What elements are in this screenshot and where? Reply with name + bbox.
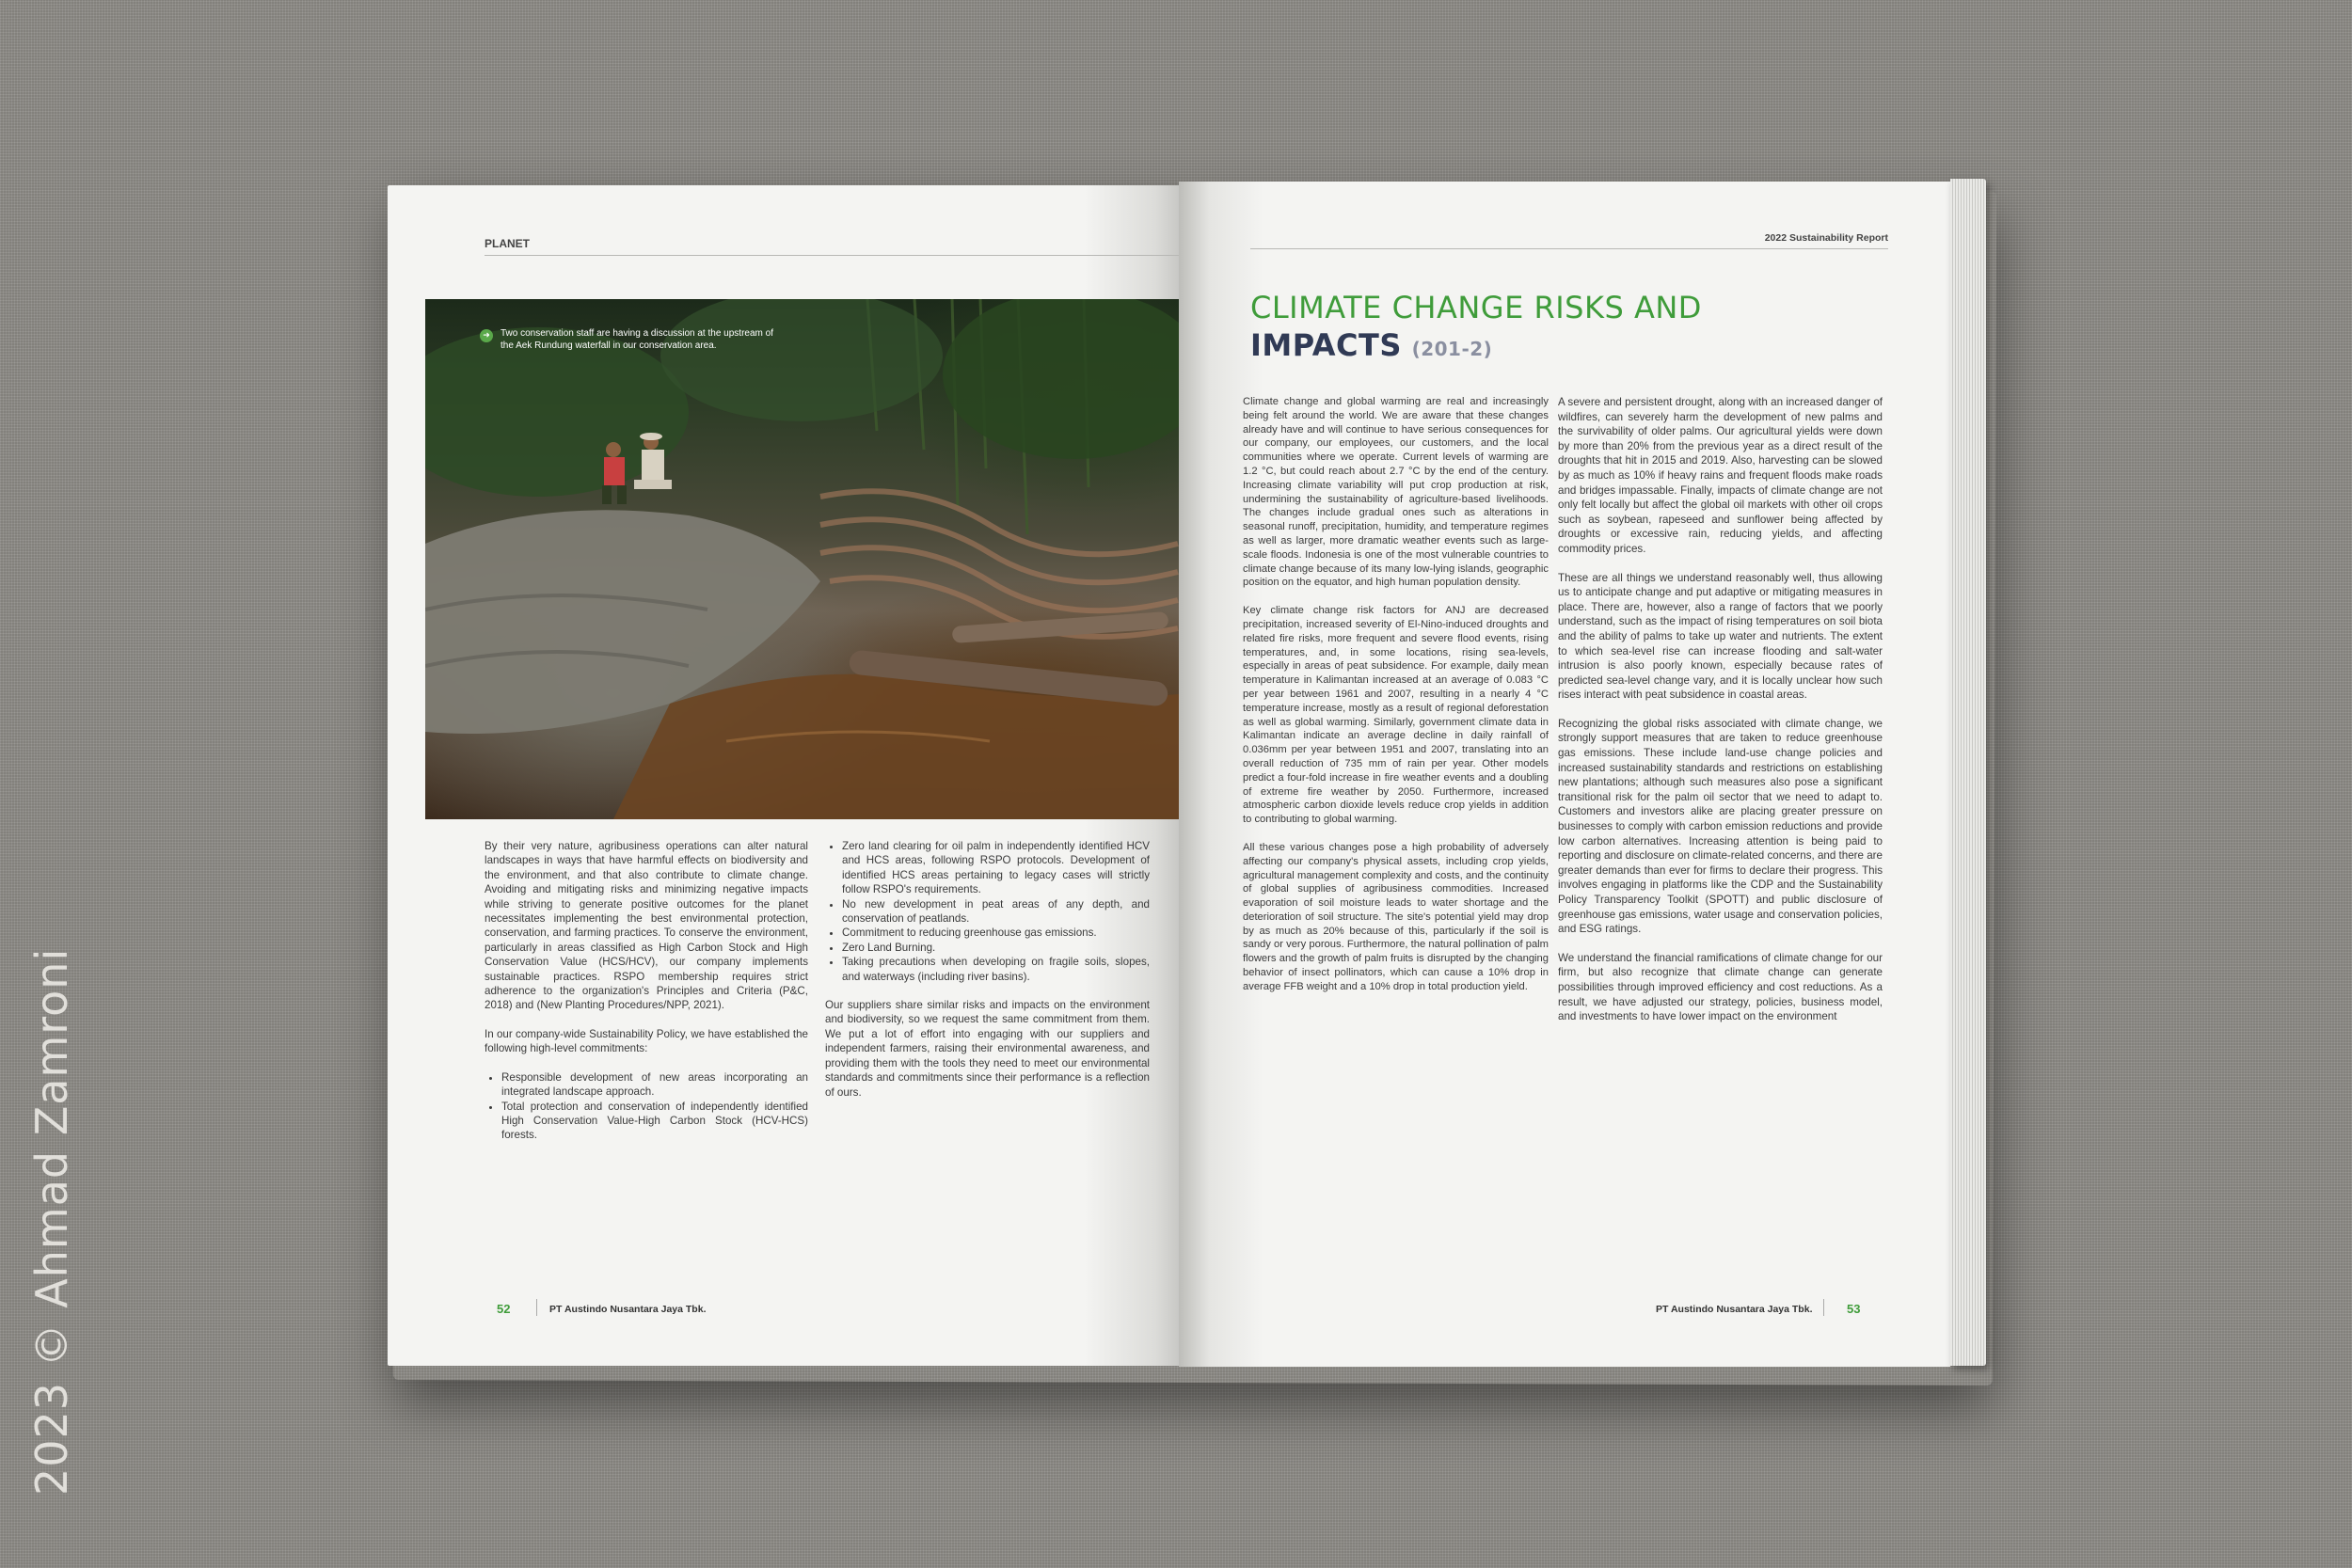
- photographer-watermark: 2023 © Ahmad Zamroni: [26, 947, 77, 1496]
- list-item: • Zero land clearing for oil palm in independently identified HCV and HCS areas, following RSPO protocols. Development of identified HCS areas pertaining to legacy cases will strictly follow RSPO's requirements.: [842, 839, 1150, 897]
- right-page: [1179, 182, 1950, 1367]
- list-item: • Taking precautions when developing on fragile soils, slopes, and waterways (including river basins).: [842, 955, 1150, 984]
- left-column-1: [485, 839, 808, 1157]
- paragraph: A severe and persistent drought, along with an increased danger of wildfires, can severely harm the development of new palms and the survivability of older palms. Our agricultural yields were down by more than 20% from the previous year as a direct result of the droughts that hit in 2015 and 2019. Also, harvesting can be slowed by as much as 10% if heavy rains and frequent floods make roads and bridges impassable. Finally, impacts of climate change are not only felt locally but affect the global oil markets with other oil crops such as soybean, rapeseed and sunflower being affected by droughts or excessive rain, reducing yields, and affecting commodity prices.: [1558, 396, 1883, 555]
- conservation-photo: [425, 299, 1179, 819]
- gri-code: (201-2): [1411, 338, 1493, 360]
- header-rule: [485, 255, 1179, 256]
- paragraph: Key climate change risk factors for ANJ are decreased precipitation, increased severity of El-Nino-induced droughts and related fire risks, more frequent and severe flood events, rising temperatures, and, in some locations, rising sea-levels, especially in areas of peat subsidence. For example, daily mean temperature in Kalimantan increased at an average of 0.083 °C per year between 1961 and 2007, resulting in a nearly 4 °C temperature increase, mostly as a result of regional deforestation as well as global warming. Similarly, government climate data in Kalimantan indicate an average decline in daily rainfall of 0.036mm per year between 1951 and 2007, translating into an overall reduction of 735 mm of rain per year. Other models predict a four-fold increase in fire weather events and a doubling of extreme fire weather by 2050. Furthermore, increased atmospheric carbon dioxide levels reduce crop yields in addition to contributing to global warming.: [1243, 605, 1549, 826]
- left-page: [388, 185, 1179, 1366]
- right-column-1: [1243, 395, 1549, 1008]
- right-column-2: [1558, 395, 1883, 1038]
- title-line-2: IMPACTS (201-2): [1250, 327, 1493, 363]
- page-number: 53: [1847, 1302, 1861, 1316]
- footer-company: PT Austindo Nusantara Jaya Tbk.: [1656, 1304, 1813, 1315]
- caption-arrow-icon: ➜: [480, 329, 493, 342]
- paragraph: By their very nature, agribusiness operations can alter natural landscapes in ways that have harmful effects on biodiversity and the environment, and that also contribute to climate change. Avoiding and mitigating risks and minimizing negative impacts while striving to generate positive outcomes for the planet necessitates implementing the best environmental protection, conservation, and farming practices. To conserve the environment, particularly in areas classified as High Carbon Stock and High Conservation Value (HCS/HCV), our company implements sustainable practices. RSPO membership requires strict adherence to the organization's Principles and Criteria (P&C, 2018) and (New Planting Procedures/NPP, 2021).: [485, 840, 808, 1012]
- photo-caption: Two conservation staff are having a discussion at the upstream of the Aek Rundung waterfall in our conservation area.: [501, 328, 773, 351]
- paragraph: All these various changes pose a high probability of adversely affecting our company's physical assets, including crop yields, agricultural management complexity and costs, and the continuity of global supplies of agribusiness commodities. Increased evaporation of soil moisture leads to water shortage and the deterioration of soil structure. The site's potential yield may drop by as much as 20% because of this, particularly if the soil is sandy or very porous. Furthermore, the natural pollination of palm flowers and the growth of palm fruits is disrupted by the changing behavior of insect pollinators, which can cause a 10% drop in average FFB weight and a 10% drop in total production yield.: [1243, 841, 1549, 992]
- paragraph: We understand the financial ramifications of climate change for our firm, but also recognize that climate change can generate possibilities through improved efficiency and cost reductions. As a result, we have adjusted our strategy, policies, business model, and investments to have lower impact on the environment: [1558, 951, 1883, 1023]
- footer-separator: [1823, 1299, 1824, 1316]
- page-stack-edges: [1950, 179, 1986, 1366]
- paragraph: Recognizing the global risks associated with climate change, we strongly support measures that are taken to reduce greenhouse gas emissions. These include land-use change policies and increased sustainability standards and restrictions on establishing new plantations; although such measures also pose a significant transitional risk for the palm oil sector that we need to adapt to. Customers and investors alike are placing greater pressure on businesses to comply with carbon emission reductions and provide low carbon alternatives. Increasing attention is being paid to reporting and disclosure on climate-related concerns, and there are greater demands than ever for firms to declare their progress. This involves engaging in platforms like the CDP and the Sustainability Policy Transparency Toolkit (SPOTT) and public disclosure of greenhouse gas emissions, water usage and conservation policies, and ESG ratings.: [1558, 717, 1883, 936]
- section-title: [1250, 289, 1702, 368]
- list-item: • Total protection and conservation of independently identified High Conservation Value-High Carbon Stock (HCV-HCS) forests.: [501, 1100, 808, 1143]
- page-number: 52: [497, 1302, 511, 1316]
- header-rule: [1250, 248, 1888, 249]
- running-head-right: 2022 Sustainability Report: [1764, 232, 1888, 244]
- footer-company: PT Austindo Nusantara Jaya Tbk.: [549, 1304, 707, 1315]
- left-column-2: [825, 839, 1150, 1114]
- paragraph: In our company-wide Sustainability Policy, we have established the following high-level commitments:: [485, 1027, 808, 1055]
- paragraph: Climate change and global warming are real and increasingly being felt around the world. We are aware that these changes already have and will continue to have serious consequences for our company, our employees, our customers, and the local communities where we operate. Current levels of warming are 1.2 °C, but could reach about 2.7 °C by the end of the century. Increasing climate variability will put crop production at risk, undermining the sustainability of agriculture-based livelihoods. The changes include gradual ones such as alterations in seasonal runoff, precipitation, humidity, and temperature regimes as well as larger, more dramatic weather events such as large-scale floods. Indonesia is one of the most vulnerable countries to climate change because of its many low-lying islands, geographic position on the equator, and high human population density.: [1243, 396, 1549, 589]
- commitment-list: [485, 1070, 808, 1143]
- list-item: • Zero Land Burning.: [842, 941, 1150, 955]
- running-head-left: PLANET: [485, 237, 530, 250]
- list-item: • Commitment to reducing greenhouse gas emissions.: [842, 926, 1150, 940]
- paragraph: These are all things we understand reasonably well, thus allowing us to anticipate change and put adaptive or mitigating measures in place. There are, however, also a range of factors that we poorly understand, such as the impact of rising temperatures on soil biota and the ability of palms to take up water and nutrients. The extent to which sea-level rise can increase flooding and salt-water intrusion is also poorly known, especially because rates of predicted sea-level change vary, and it is locally unclear how such rises interact with peat subsidence in coastal areas.: [1558, 571, 1883, 702]
- footer-separator: [536, 1299, 537, 1316]
- photo-scene: [425, 299, 1179, 819]
- list-item: • Responsible development of new areas incorporating an integrated landscape approach.: [501, 1070, 808, 1100]
- commitment-list: [825, 839, 1150, 984]
- title-line-1: CLIMATE CHANGE RISKS AND: [1250, 290, 1702, 325]
- list-item: • No new development in peat areas of any depth, and conservation of peatlands.: [842, 897, 1150, 927]
- paragraph: Our suppliers share similar risks and impacts on the environment and biodiversity, so we request the same commitment from them. We put a lot of effort into engaging with our suppliers and independent farmers, raising their environmental awareness, and providing them with the tools they need to meet our environmental standards and commitments since their performance is a reflection of ours.: [825, 999, 1150, 1099]
